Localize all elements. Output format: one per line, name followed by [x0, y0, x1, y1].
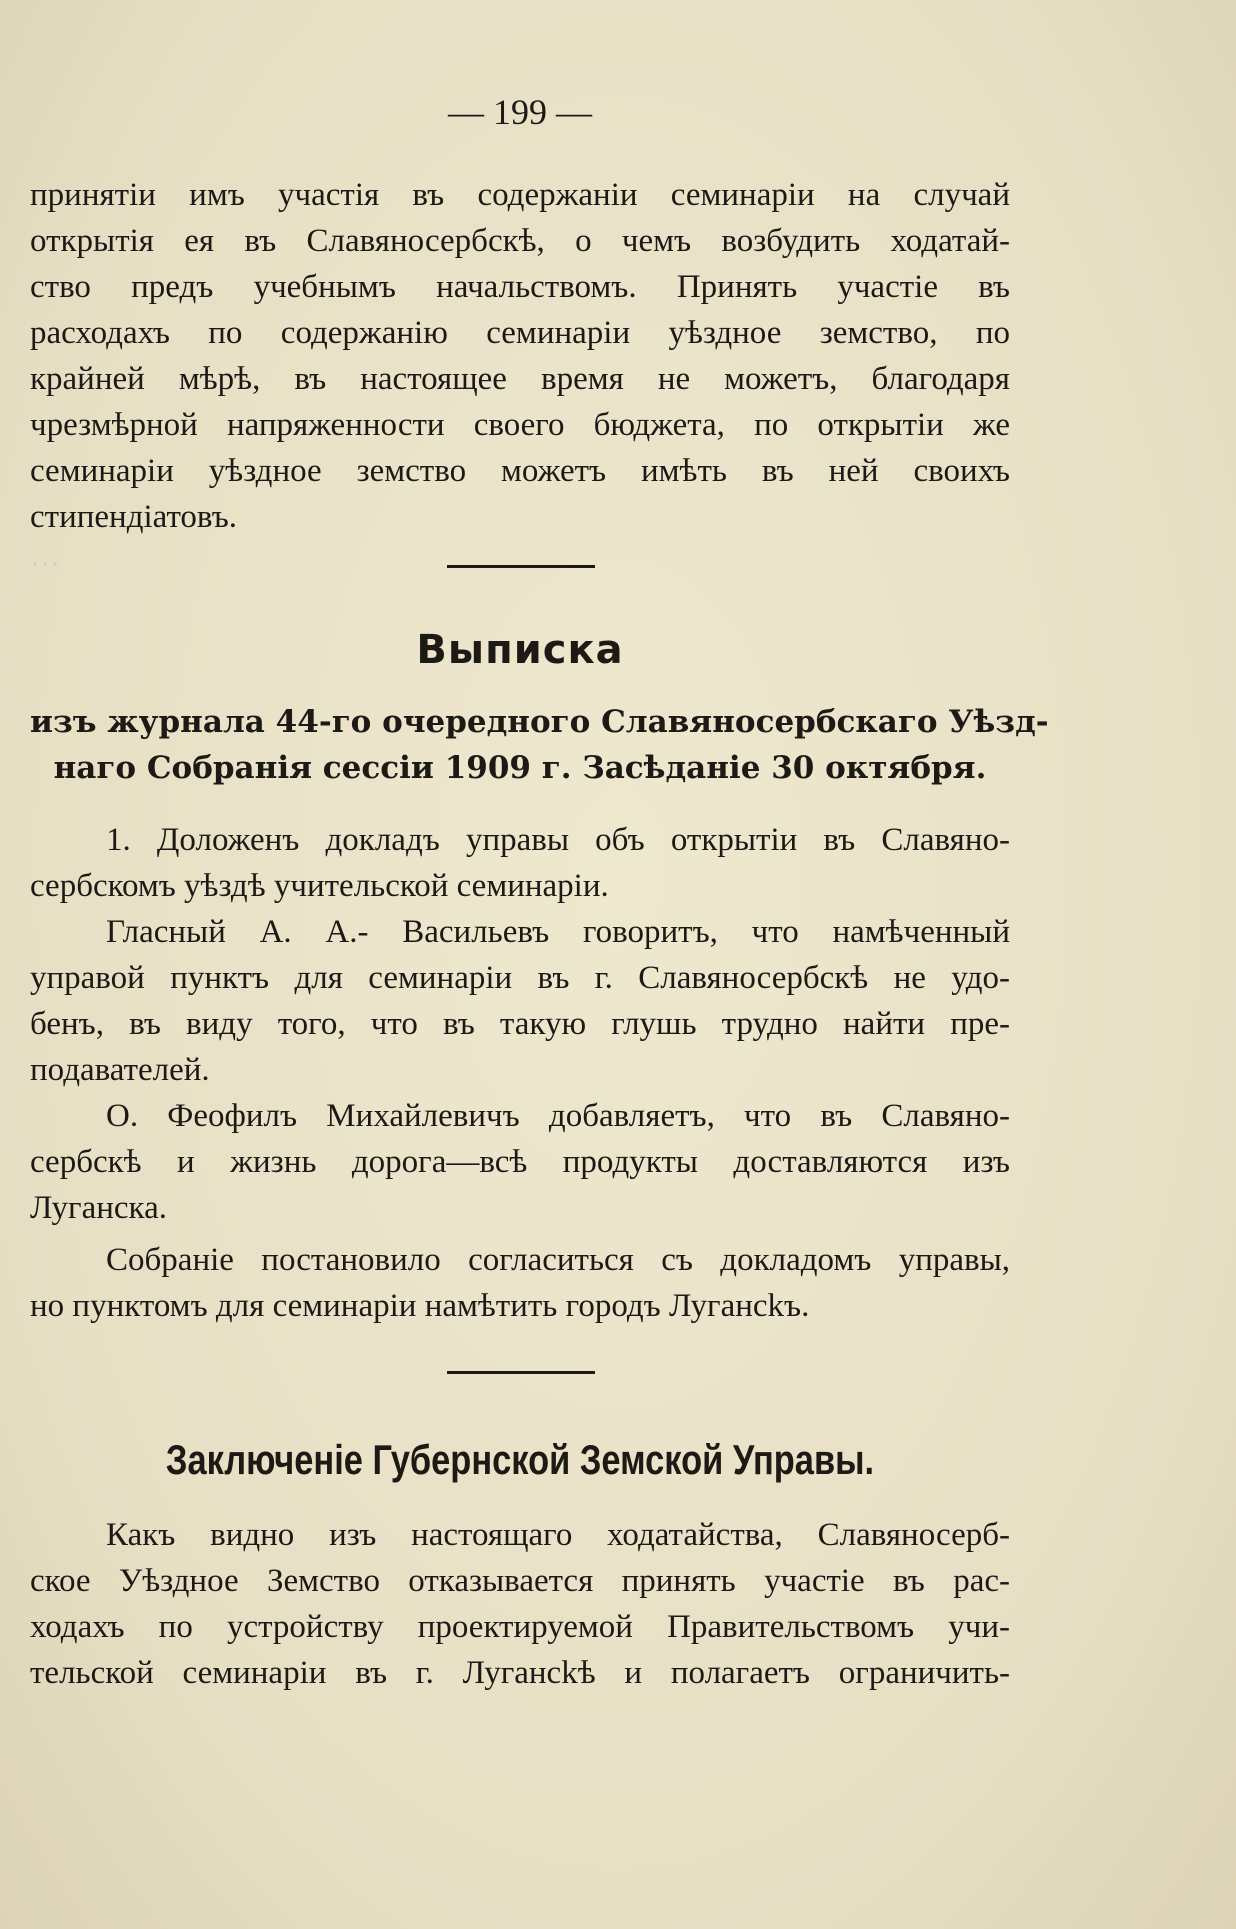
section1-title: Выписка — [416, 627, 624, 673]
paragraph1-line: ство предъ учебнымъ начальствомъ. Принять участіе въ — [30, 269, 1010, 305]
section1-line: управой пунктъ для семинаріи въ г. Славяносербскѣ не удо- — [30, 960, 1010, 996]
section1-line: сербскѣ и жизнь дорога—всѣ продукты доставляются изъ — [30, 1144, 1010, 1180]
section1-line: бенъ, въ виду того, что въ такую глушь трудно найти пре- — [30, 1006, 1010, 1042]
section1-line: О. Феофилъ Михайлевичъ добавляетъ, что въ Славяно- — [106, 1098, 1010, 1134]
section-divider — [447, 565, 595, 568]
section2-line: ское Уѣздное Земство отказывается принять участіе въ рас- — [30, 1563, 1010, 1599]
section2-title: Заключеніе Губернской Земской Управы. — [165, 1436, 875, 1483]
section1-line: 1. Доложенъ докладъ управы объ открытіи въ Славяно- — [106, 822, 1010, 858]
paragraph1-line: стипендіатовъ. — [30, 499, 238, 535]
section1-subtitle-line: изъ журнала 44-го очередного Славяносербскаго Уѣзд- — [30, 704, 1049, 740]
section1-line: Гласный А. А.- Васильевъ говоритъ, что намѣченный — [106, 914, 1010, 950]
section2-line: тельской семинаріи въ г. Лугансkѣ и полагаетъ ограничить- — [30, 1655, 1010, 1691]
section-divider — [447, 1371, 595, 1374]
paragraph1-line: открытія ея въ Славяносербскѣ, о чемъ возбудить ходатай- — [30, 223, 1010, 259]
section2-line: Какъ видно изъ настоящаго ходатайства, Славяносерб- — [106, 1517, 1010, 1553]
section1-line: но пунктомъ для семинаріи намѣтить городъ Лугансkъ. — [30, 1288, 810, 1324]
section1-line: Собраніе постановило согласиться съ докладомъ управы, — [106, 1242, 1010, 1278]
paragraph1-line: принятіи имъ участія въ содержаніи семинаріи на случай — [30, 177, 1010, 213]
section1-line: Луганска. — [30, 1190, 167, 1226]
paragraph1-line: семинаріи уѣздное земство можетъ имѣть въ ней своихъ — [30, 453, 1010, 489]
paragraph1-line: крайней мѣрѣ, въ настоящее время не можетъ, благодаря — [30, 361, 1010, 397]
section2-line: ходахъ по устройству проектируемой Правительствомъ учи- — [30, 1609, 1010, 1645]
bleed-through-text: ··· — [30, 548, 60, 581]
section1-line: сербскомъ уѣздѣ учительской семинаріи. — [30, 868, 609, 904]
section1-subtitle-line: наго Собранія сессіи 1909 г. Засѣданіе 30 октября. — [53, 750, 987, 786]
page-number: — 199 — — [448, 92, 592, 132]
section1-line: подавателей. — [30, 1052, 210, 1088]
paragraph1-line: расходахъ по содержанію семинаріи уѣздное земство, по — [30, 315, 1010, 351]
paragraph1-line: чрезмѣрной напряженности своего бюджета, по открытіи же — [30, 407, 1010, 443]
